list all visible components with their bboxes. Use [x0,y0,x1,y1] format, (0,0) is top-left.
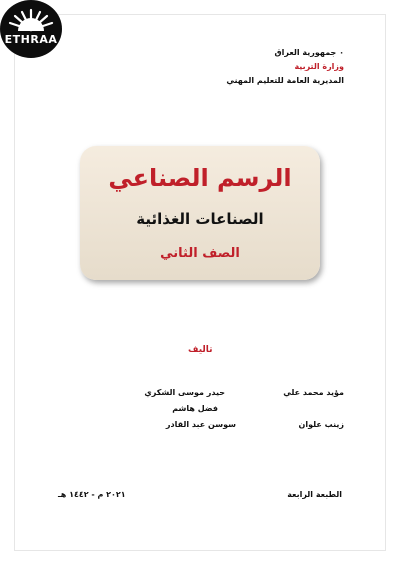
authors-label: تاليف [188,345,213,355]
author-name: فضل هاشم [172,404,218,413]
book-subject: الصناعات الغذائية [136,210,264,228]
author-name: مؤيد محمد علي [283,388,344,397]
edition-label: الطبعة الرابعة [287,490,342,499]
issuer-header [226,46,344,88]
logo-wordmark: ETHRAA [4,33,58,46]
book-title: الرسم الصناعي [108,164,292,192]
ethraa-logo [0,0,62,58]
author-name: سوسن عبد القادر [165,420,236,429]
grade-level: الصف الثاني [160,246,240,261]
title-box [80,146,320,280]
author-name: حيدر موسى الشكري [144,388,225,397]
sunrise-icon [0,0,62,58]
country-name: ٠ جمهورية العراق [274,48,344,57]
publication-year: ٢٠٢١ م - ١٤٤٢ هـ [58,490,126,499]
directorate-name: المديرية العامة للتعليم المهني [226,76,344,85]
page-border [14,14,386,551]
author-name: زينب علوان [298,420,344,429]
ministry-name: وزارة التربية [294,62,344,71]
